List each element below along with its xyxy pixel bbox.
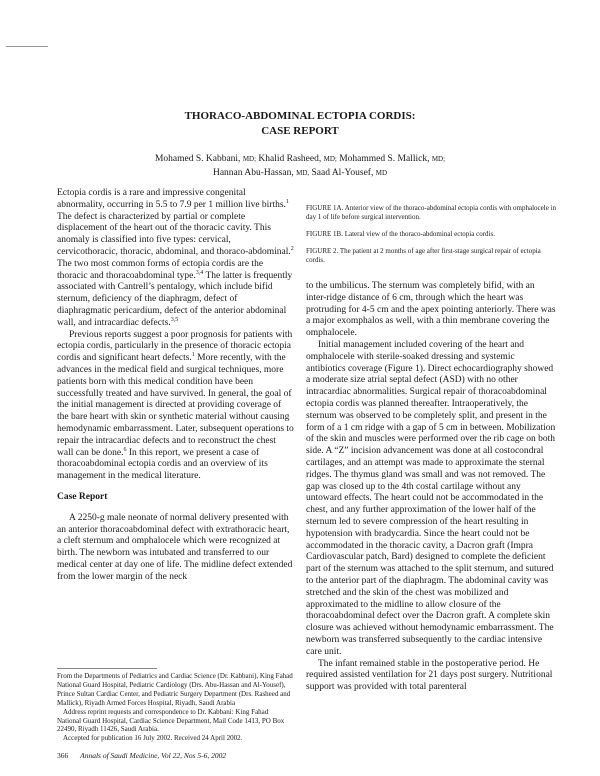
intro-text: Ectopia cordis is a rare and impressive congenital abnormality, occurring in 5.5 to 7.9 per 1 million live births. xyxy=(57,188,286,210)
left-column xyxy=(57,188,294,584)
author-name: Saad Al-Yousef, xyxy=(311,168,374,178)
figure-captions xyxy=(306,204,556,273)
publication-dates: Accepted for publication 16 July 2002. Received 24 April 2002. xyxy=(63,734,243,743)
author-degree: MD; xyxy=(431,155,446,163)
title-line-1: THORACO-ABDOMINAL ECTOPIA CORDIS: xyxy=(184,110,416,122)
author-name: Hannan Abu-Hassan, xyxy=(212,168,294,178)
intro-text: The defect is characterized by partial or complete displacement of the heart out of the thoracic cavity. This anomaly is classified into five types: cervical, cervicothoracic, thoracic, abdominal, and thoraco-abdominal. xyxy=(57,211,291,257)
footnote-divider xyxy=(57,668,157,669)
caption-figure-1a: FIGURE 1A. Anterior view of the thoraco-abdominal ectopia cordis with omphalocele in day 1 of life before surgical intervention. xyxy=(306,204,556,221)
author-line-1 xyxy=(0,152,600,166)
reference-mark: 2 xyxy=(290,245,294,252)
body-text: Previous reports suggest a poor prognosis for patients with ectopia cordis, particularly in the presence of thoracic ectopia cordis and significant heart defects. xyxy=(57,329,293,364)
author-degree: MD, xyxy=(296,169,310,177)
article-title xyxy=(0,109,600,139)
footnotes xyxy=(57,672,294,743)
reference-mark: 6 xyxy=(123,446,127,453)
right-column xyxy=(306,281,556,694)
corner-rule xyxy=(6,46,48,47)
author-name: Mohamed S. Kabbani, xyxy=(154,154,241,164)
reference-mark: 1 xyxy=(191,352,195,358)
affiliation-note: From the Departments of Pediatrics and Cardiac Science (Dr. Kabbani), King Fahad National Guard Hospital, Pediatric Cardiology (Drs. Abu-Hassan and Al-Yousef), Prince Sultan Cardiac Center, and Pediatric Surgery Department (Drs. Rasheed and Mallick), Riyadh Armed Forces Hospital, Riyadh, Saudi Arabia xyxy=(57,672,293,707)
prognosis-paragraph xyxy=(57,330,294,483)
reference-mark: 3,5 xyxy=(170,316,179,323)
page-footer xyxy=(57,751,226,760)
author-list xyxy=(0,152,600,180)
page-number: 366 xyxy=(57,751,69,760)
title-line-2: CASE REPORT xyxy=(261,125,339,137)
body-paragraph: Initial management included covering of the heart and omphalocele with sterile-soaked dressing and systemic antibiotics coverage (Figure 1). Direct echocardiography showed a moderate size atrial septal defect (ASD) with no other intracardiac abnormalities. Surgical repair of thoracoabdominal ectopia cordis was planned thereafter. Intraoperatively, the sternum was observed to be completely split, and present in the form of a 1 cm ridge with a gap of 5 cm in between. Mobilization of the skin and muscles were performed over the rib cage on both side. A “Z” incision advancement was done at all costocondral cartilages, and an attempt was made to approximate the sternal ridges. The thymus gland was small and was not removed. The gap was closed up to the 4th costal cartilage without any untoward effects. The heart could not be accommodated in the chest, and any further approximation of the lower half of the sternum led to severe compression of the heart resulting in hypotension with bradycardia. Since the heart could not be accommodated in the thoracic cavity, a Dacron graft (Impra Cardiovascular patch, Bard) designed to complete the deficient part of the sternum was attached to the split sternum, and sutured to the anterior part of the diaphragm. The abdominal cavity was stretched and the skin of the chest was mobilized and approximated to the midline to allow closure of the thoracoabdominal defect over the Dacron graft. A complete skin closure was achieved without hemodynamic embarrassment. The newborn was transferred subsequently to the cardiac intensive care unit. xyxy=(306,339,556,657)
author-degree: MD; xyxy=(323,155,337,163)
intro-text: The latter is frequently associated with Cantrell’s pentalogy, which include bifid sternum, deficiency of the diaphragm, defect of diaphragmatic pericardium, defect of the anterior abdominal wall, and intracardiac defects. xyxy=(57,270,293,328)
journal-citation: Annals of Saudi Medicine, Vol 22, Nos 5-6, 2002 xyxy=(80,751,227,760)
case-report-heading: Case Report xyxy=(57,491,108,502)
reference-mark: 1 xyxy=(285,198,289,205)
author-name: Khalid Rasheed, xyxy=(258,154,322,164)
author-degree: MD; xyxy=(242,155,257,163)
author-degree: MD xyxy=(375,169,387,177)
correspondence-note: Address reprint requests and correspondence to Dr. Kabbani: King Fahad National Guard Hospital, Cardiac Science Department, Mail Code 1413, PO Box 22490, Riyadh 11426, Saudi Arabia. xyxy=(57,707,285,734)
author-line-2 xyxy=(0,166,600,180)
caption-figure-2: FIGURE 2. The patient at 2 months of age after first-stage surgical repair of ectopia cordis. xyxy=(306,247,541,264)
body-paragraph: to the umbilicus. The sternum was completely bifid, with an inter-ridge distance of 6 cm, through which the heart was protruding for 4-5 cm and the apex pointing anteriorly. There was a major exomphalos as well, with a thin membrane covering the omphalocele. xyxy=(306,281,556,339)
reference-mark: 3,4 xyxy=(195,269,204,276)
author-name: Mohammed S. Mallick, xyxy=(339,154,430,164)
body-text: In this report, we present a case of thoracoabdominal ectopia cordis and an overview of its management in the medical literature. xyxy=(57,447,268,482)
body-text: More recently, with the advances in the medical field and surgical techniques, more patients born with this medical condition have been successfully treated and have survived. In general, the goal of the initial management is directed at providing coverage of the bare heart with skin or synthetic material without causing hemodynamic embarrassment. Later, subsequent operations to repair the intracardiac defects and to reconstruct the chest wall can be done. xyxy=(57,353,294,458)
body-paragraph: The infant remained stable in the postoperative period. He required assisted ventilation for 21 days post surgery. Nutritional support was provided with total parenteral xyxy=(306,658,553,693)
intro-paragraph xyxy=(57,188,294,330)
case-paragraph: A 2250-g male neonate of normal delivery presented with an anterior thoracoabdominal defect with extrathoracic heart, a cleft sternum and omphalocele which were recognized at birth. The newborn was intubated and transferred to our medical center at day one of life. The midline defect extended from the lower margin of the neck xyxy=(57,512,293,582)
caption-figure-1b: FIGURE 1B. Lateral view of the thoraco-abdominal ectopia cordis. xyxy=(306,230,495,238)
intro-text: The two most common forms of ectopia cordis are the thoracic and thoracoabdominal type. xyxy=(57,258,264,281)
